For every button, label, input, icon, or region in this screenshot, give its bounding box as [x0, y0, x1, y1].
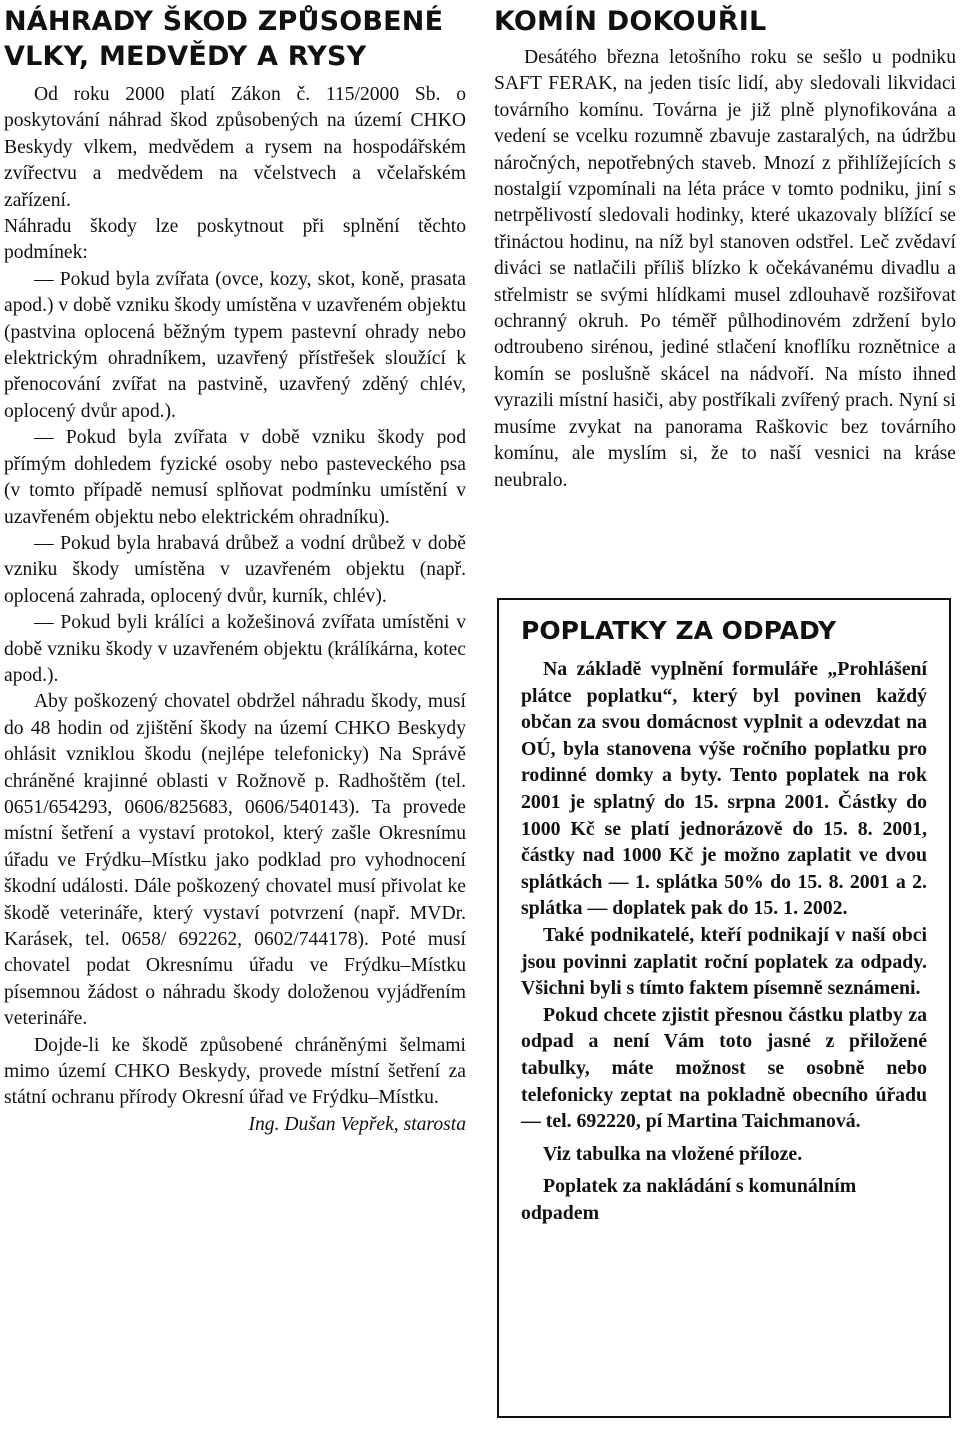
- paragraph: Na základě vyplnění formuláře „Prohlášení plátce poplatku“, který byl povinen každý občan za svou domácnost vyplnit a odevzdat na OÚ, byla stanovena výše ročního poplatku pro rodinné domky a byty. Tento poplatek na rok 2001 je splatný do 15. srpna 2001. Částky do 1000 Kč se platí jednorázově do 15. 8. 2001, částky nad 1000 Kč je možno zaplatit ve dvou splátkách — 1. splátka 50% do 15. 8. 2001 a 2. splátka — doplatek pak do 15. 1. 2002.: [521, 658, 927, 920]
- paragraph: Od roku 2000 platí Zákon č. 115/2000 Sb. o poskytování náhrad škod způsobených na území CHKO Beskydy vlkem, medvědem a rysem na hospodářském zvířectvu a medvědem na včelstvech a včelařském zařízení.: [4, 84, 466, 211]
- condition-item: — Pokud byla hrabavá drůbež a vodní drůbež v době vzniku škody umístěna v uzavřeném objektu (např. oplocená zahrada, oplocený dvůr, kurník, chlév).: [4, 532, 466, 607]
- box-title: POPLATKY ZA ODPADY: [521, 616, 837, 645]
- paragraph: Desátého března letošního roku se sešlo u podniku SAFT FERAK, na jeden tisíc lidí, aby sledovali likvidaci továrního komínu. Továrna je již plně plynofikována a vedení se vcelku rozumně zbavuje zastaralých, na údržbu náročných, nepotřebných staveb. Mnozí z přihlížejících s nostalgií vzpomínali na léta práce v tomto podniku, jiní s netrpělivostí sledovali hodinky, které ukazovaly blížící se třináctou hodinu, na níž byl stanoven odstřel. Leč zvědaví diváci se natlačili příliš blízko k očekávanému divadlu a střelmistr se svými hlídkami musel zdlouhavě rozšiřovat ochranný okruh. Po téměř půlhodinovém zdržení bylo odtroubeno sirénou, jediné stlačení knoflíku roznětnice a komín se poslušně skácel na nádvoří. Na místo ihned vyrazili místní hasiči, aby postříkali zvířený prach. Nyní si musíme zvykat na panorama Raškovic bez továrního komínu, ale myslím si, že to naší vesnici na kráse neubralo.: [494, 47, 956, 491]
- signature: Ing. Dušan Vepřek, starosta: [248, 1113, 466, 1135]
- paragraph: Náhradu škody lze poskytnout při splnění těchto podmínek:: [4, 216, 466, 264]
- left-article: [4, 0, 466, 1138]
- attachment-note: Viz tabulka na vložené příloze.: [543, 1142, 803, 1165]
- condition-item: — Pokud byla zvířata v době vzniku škody pod přímým dohledem fyzické osoby nebo pasteveckého psa (v tomto případě nemusí splňovat podmínku umístění v uzavřeném objektu nebo elektrickém ohradníku).: [4, 427, 466, 528]
- condition-item: — Pokud byla zvířata (ovce, kozy, skot, koně, prasata apod.) v době vzniku škody umístěna v uzavřeném objektu (pastvina oplocená běžným typem pastevní ohrady nebo elektrickým ohradníkem, uzavřený přístřešek sloužící k přenocování zvířat na pastvině, uzavřený zděný chlév, oplocený dvůr apod.).: [4, 268, 466, 422]
- article-body: [494, 45, 956, 494]
- attachment-title: Poplatek za nakládání s komunálním odpadem: [521, 1175, 857, 1224]
- condition-item: — Pokud byli králíci a kožešinová zvířata umístěni v době vzniku škody v uzavřeném objektu (králíkárna, kotec apod.).: [4, 612, 466, 686]
- paragraph: Také podnikatelé, kteří podnikají v naší obci jsou povinni zaplatit roční poplatek za odpady. Všichni byli s tímto faktem písemně seznámeni.: [521, 923, 927, 1000]
- article-title: KOMÍN DOKOUŘIL: [494, 6, 767, 37]
- article-title: NÁHRADY ŠKOD ZPŮSOBENÉ VLKY, MEDVĚDY A RYSY: [4, 6, 444, 72]
- right-article: [494, 0, 956, 494]
- box-body: [521, 656, 927, 1226]
- article-body: [4, 82, 466, 1138]
- paragraph: Aby poškozený chovatel obdržel náhradu škody, musí do 48 hodin od zjištění škody na území CHKO Beskydy ohlásit vzniklou škodu (nejlépe telefonicky) Na Správě chráněné krajinné oblasti v Rožnově p. Radhoštěm (tel. 0651/654293, 0606/825683, 0606/540143). Ta provede místní šetření a vystaví protokol, který zašle Okresnímu úřadu ve Frýdku–Místku jako podklad pro vyhodnocení škodní události. Dále poškozený chovatel musí přivolat ke škodě veterináře, který vystaví potvrzení (např. MVDr. Karásek, tel. 0658/ 692262, 0602/744178). Poté musí chovatel podat Okresnímu úřadu ve Frýdku–Místku písemnou žádost o náhradu škody doloženou vyjádřením veterináře.: [4, 691, 466, 1030]
- paragraph: Pokud chcete zjistit přesnou částku platby za odpad a není Vám toto jasné z přiložené tabulky, máte možnost se osobně nebo telefonicky zeptat na pokladně obecního úřadu — tel. 692220, pí Martina Taichmanová.: [521, 1003, 927, 1133]
- fees-notice-box: [497, 598, 951, 1418]
- paragraph: Dojde-li ke škodě způsobené chráněnými šelmami mimo území CHKO Beskydy, provede místní šetření za státní ochranu přírody Okresní úřad ve Frýdku–Místku.: [4, 1034, 466, 1109]
